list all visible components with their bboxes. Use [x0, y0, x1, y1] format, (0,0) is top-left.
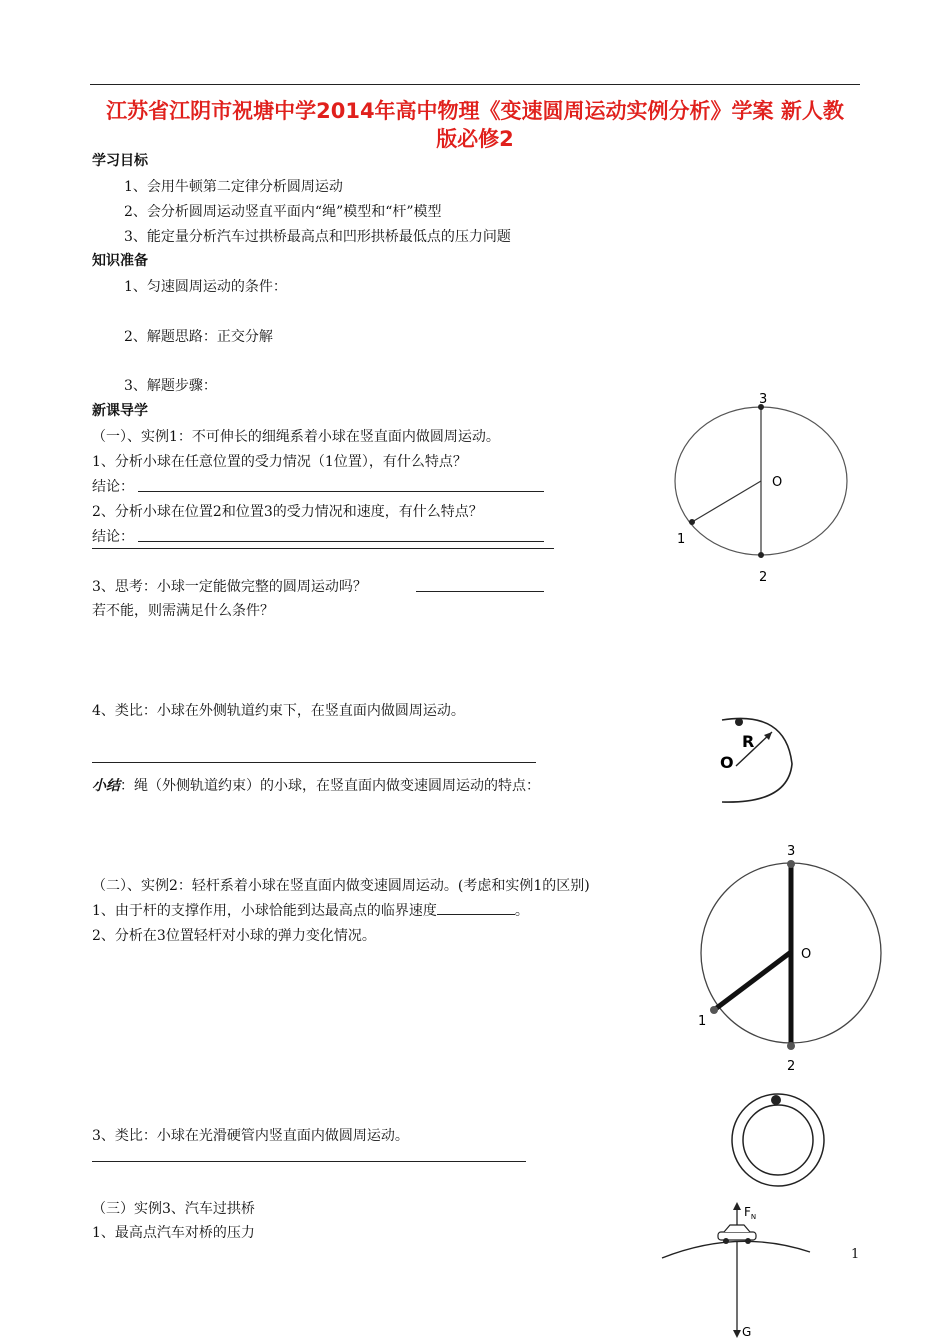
example1-conclusion-2-label: 结论：	[92, 529, 134, 545]
summary-text: ：绳（外侧轨道约束）的小球，在竖直面内做变速圆周运动的特点：	[120, 778, 540, 794]
page-number: 1	[851, 1247, 860, 1262]
label-fn: $F_N$	[744, 1205, 757, 1221]
example2-question-1	[92, 900, 529, 920]
ball-top	[787, 860, 795, 868]
label-3: 3	[787, 844, 796, 859]
figure-outside-track	[706, 710, 806, 814]
example2-question-1-text: 1、由于杆的支撑作用，小球恰能到达最高点的临界速度	[92, 903, 437, 919]
answer-blank-2	[138, 541, 544, 542]
bridge-arc	[662, 1241, 810, 1258]
force-normal-arrowhead	[733, 1202, 741, 1210]
label-o: O	[720, 753, 734, 772]
label-1: 1	[677, 532, 686, 547]
lesson-heading: 新课导学	[92, 403, 148, 419]
figure-tube	[728, 1090, 828, 1190]
answer-blank-7	[92, 1161, 526, 1162]
ball-bottom	[758, 552, 764, 558]
tube-outer	[732, 1094, 824, 1186]
objective-item-1: 1、会用牛顿第二定律分析圆周运动	[124, 179, 343, 195]
objective-item-2: 2、会分析圆周运动竖直平面内“绳”模型和“杆”模型	[124, 204, 442, 220]
example1-title: （一）、实例1：不可伸长的细绳系着小球在竖直面内做圆周运动。	[92, 429, 500, 445]
example2-question-1-end: 。	[514, 903, 529, 919]
figure-arch-bridge	[660, 1200, 830, 1344]
title-line-1: 江苏省江阴市祝塘中学2014年高中物理《变速圆周运动实例分析》学案 新人教	[106, 99, 844, 123]
label-r: R	[742, 732, 755, 751]
example1-summary	[92, 775, 540, 795]
example1-conclusion-1-label: 结论：	[92, 479, 134, 495]
objectives-heading: 学习目标	[92, 153, 148, 169]
answer-blank-3	[92, 548, 554, 549]
header-rule	[90, 84, 860, 85]
ball-left	[710, 1006, 718, 1014]
tube-inner	[743, 1105, 813, 1175]
figure-rope-circle	[660, 385, 870, 590]
example3-question-1: 1、最高点汽车对桥的压力	[92, 1225, 255, 1241]
summary-label: 小结	[92, 778, 120, 794]
car-wheel-rear	[745, 1238, 751, 1244]
knowledge-heading: 知识准备	[92, 253, 148, 269]
example2-question-3: 3、类比：小球在光滑硬管内竖直面内做圆周运动。	[92, 1128, 409, 1144]
ball	[771, 1095, 781, 1105]
example1-question-4: 4、类比：小球在外侧轨道约束下，在竖直面内做圆周运动。	[92, 703, 465, 719]
figure-rod-circle	[690, 840, 890, 1080]
example3-title: （三）实例3、汽车过拱桥	[92, 1201, 255, 1217]
label-2: 2	[759, 570, 768, 585]
rod-arm	[714, 952, 791, 1010]
label-o: O	[801, 947, 812, 962]
example2-title: （二）、实例2：轻杆系着小球在竖直面内做变速圆周运动。(考虑和实例1的区别)	[92, 878, 590, 894]
example1-question-1: 1、分析小球在任意位置的受力情况（1位置），有什么特点？	[92, 454, 467, 470]
car-roof	[724, 1225, 750, 1232]
ball-left	[689, 519, 695, 525]
title-line-2: 版必修2	[436, 127, 514, 151]
knowledge-item-1: 1、匀速圆周运动的条件：	[124, 279, 287, 295]
ball	[735, 718, 743, 726]
label-g: G	[742, 1325, 752, 1339]
knowledge-item-2: 2、解题思路：正交分解	[124, 329, 273, 345]
answer-blank-6	[437, 900, 515, 915]
example1-question-2: 2、分析小球在位置2和位置3的受力情况和速度，有什么特点？	[92, 504, 483, 520]
knowledge-item-3: 3、解题步骤：	[124, 378, 217, 394]
example2-question-2: 2、分析在3位置轻杆对小球的弹力变化情况。	[92, 928, 376, 944]
force-gravity-arrowhead	[733, 1330, 741, 1338]
example1-question-3b: 若不能，则需满足什么条件？	[92, 603, 274, 619]
label-1: 1	[698, 1014, 707, 1029]
document-title	[60, 97, 890, 153]
label-o: O	[772, 475, 783, 490]
car-wheel-front	[723, 1238, 729, 1244]
ball-bottom	[787, 1042, 795, 1050]
car-body	[718, 1232, 756, 1240]
answer-blank-5	[92, 762, 536, 763]
label-2: 2	[787, 1059, 796, 1074]
objective-item-3: 3、能定量分析汽车过拱桥最高点和凹形拱桥最低点的压力问题	[124, 229, 511, 245]
answer-blank-4	[416, 591, 544, 592]
answer-blank-1	[138, 491, 544, 492]
rope-line	[692, 481, 761, 522]
example1-question-3: 3、思考：小球一定能做完整的圆周运动吗？	[92, 579, 367, 595]
label-3: 3	[759, 392, 768, 407]
